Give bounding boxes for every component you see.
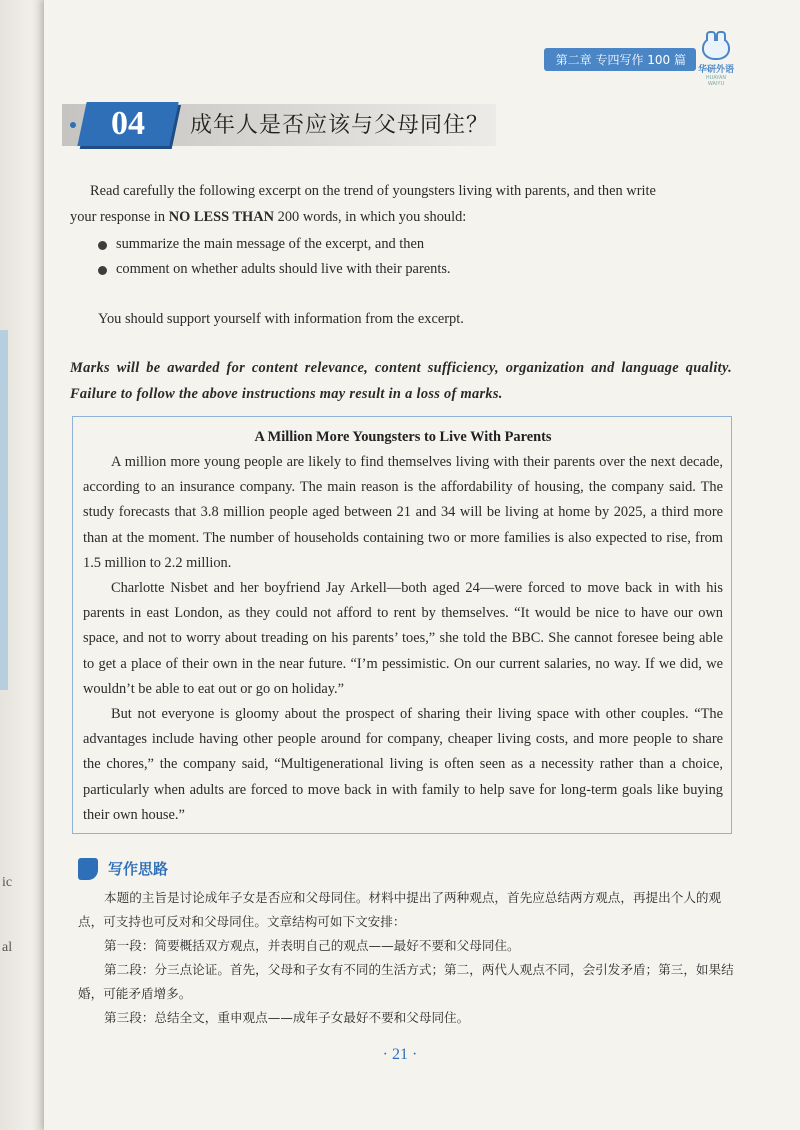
excerpt-paragraph: Charlotte Nisbet and her boyfriend Jay Arkell—both aged 24—were forced to move back in with his parents in east London, as they could not afford to rent by themselves. “It would be nice to have our own space, and not to worry about treading on his parents’ toes,” she told the BBC. She cannot foresee being able to get a place of their own in the near future. “I’m pessimistic. On our current salaries, no way. If we did, we wouldn’t be able to eat out or go on holiday.” (83, 580, 723, 697)
title-banner (62, 104, 496, 146)
excerpt-box (72, 416, 732, 834)
mascot-icon (702, 36, 730, 60)
instruction-bold: NO LESS THAN (168, 209, 275, 225)
ideas-paragraph: 本题的主旨是讨论成年子女是否应和父母同住。材料中提出了两种观点，首先应总结两方观点，再提出个人的观点，可支持也可反对和父母同住。文章结构可如下文安排： (78, 890, 722, 929)
support-instruction: You should support yourself with information from the excerpt. (98, 311, 464, 327)
instruction-line-2 (70, 204, 730, 230)
essay-number-box (77, 102, 178, 146)
running-head: 第二章 专四写作 100 篇 (544, 48, 696, 71)
excerpt-paragraph: A million more young people are likely to find themselves living with their parents over the next decade, according to an insurance company. The main reason is the affordability of housing, the company said. The study forecasts that 3.8 million people aged between 21 and 34 will be living at home by 2025, a third more than at the moment. The number of households containing two or more families is also expected to rise, from 1.5 million to 2.2 million. (83, 454, 723, 571)
page-number: · 21 · (382, 1046, 418, 1063)
excerpt-paragraph: But not everyone is gloomy about the prospect of sharing their living space with other couples. “The advantages include having other people around for company, cheaper living costs, and more people to share the chores,” the company said, “Multigenerational living is often seen as a necessity rather than a choice, particularly when adults are forced to move back in with family to help save for long-term goals like buying their own house.” (83, 706, 723, 823)
margin-fragment: al (2, 940, 13, 955)
instruction-line-1: Read carefully the following excerpt on the trend of youngsters living with parents, and then write (90, 183, 656, 199)
margin-fragment: ic (2, 875, 13, 890)
excerpt-title: A Million More Youngsters to Live With Parents (254, 429, 552, 445)
bullet-item: comment on whether adults should live with their parents. (96, 257, 716, 282)
bookmark-icon (78, 858, 98, 880)
instruction-text: 200 words, in which you should: (274, 209, 467, 225)
banner-dot-icon (70, 122, 76, 128)
ideas-paragraph: 第三段：总结全文，重申观点——成年子女最好不要和父母同住。 (104, 1010, 470, 1025)
previous-page-color-band (0, 330, 8, 690)
ideas-paragraph: 第一段：简要概括双方观点，并表明自己的观点——最好不要和父母同住。 (104, 938, 520, 953)
previous-page-edge (0, 0, 44, 1130)
logo-text: 华研外语 (698, 65, 735, 75)
marks-note: Marks will be awarded for content relevance, content sufficiency, organization and language quality. Failure to follow the above instructions may result in a loss of marks. (70, 360, 732, 402)
instruction-bullets (96, 232, 716, 282)
essay-number: 04 (111, 105, 145, 142)
publisher-logo (698, 36, 735, 87)
essay-title: 成年人是否应该与父母同住？ (190, 113, 490, 138)
writing-ideas-label: 写作思路 (108, 860, 169, 878)
logo-subtext: HUAYAN WAIYU (705, 75, 727, 87)
instruction-text: your response in (70, 209, 169, 225)
writing-ideas-body (78, 886, 734, 1030)
ideas-paragraph: 第二段：分三点论证。首先，父母和子女有不同的生活方式；第二，两代人观点不同，会引发矛盾；第三，如果结婚，可能矛盾增多。 (78, 962, 734, 1001)
bullet-item: summarize the main message of the excerpt, and then (96, 232, 716, 257)
